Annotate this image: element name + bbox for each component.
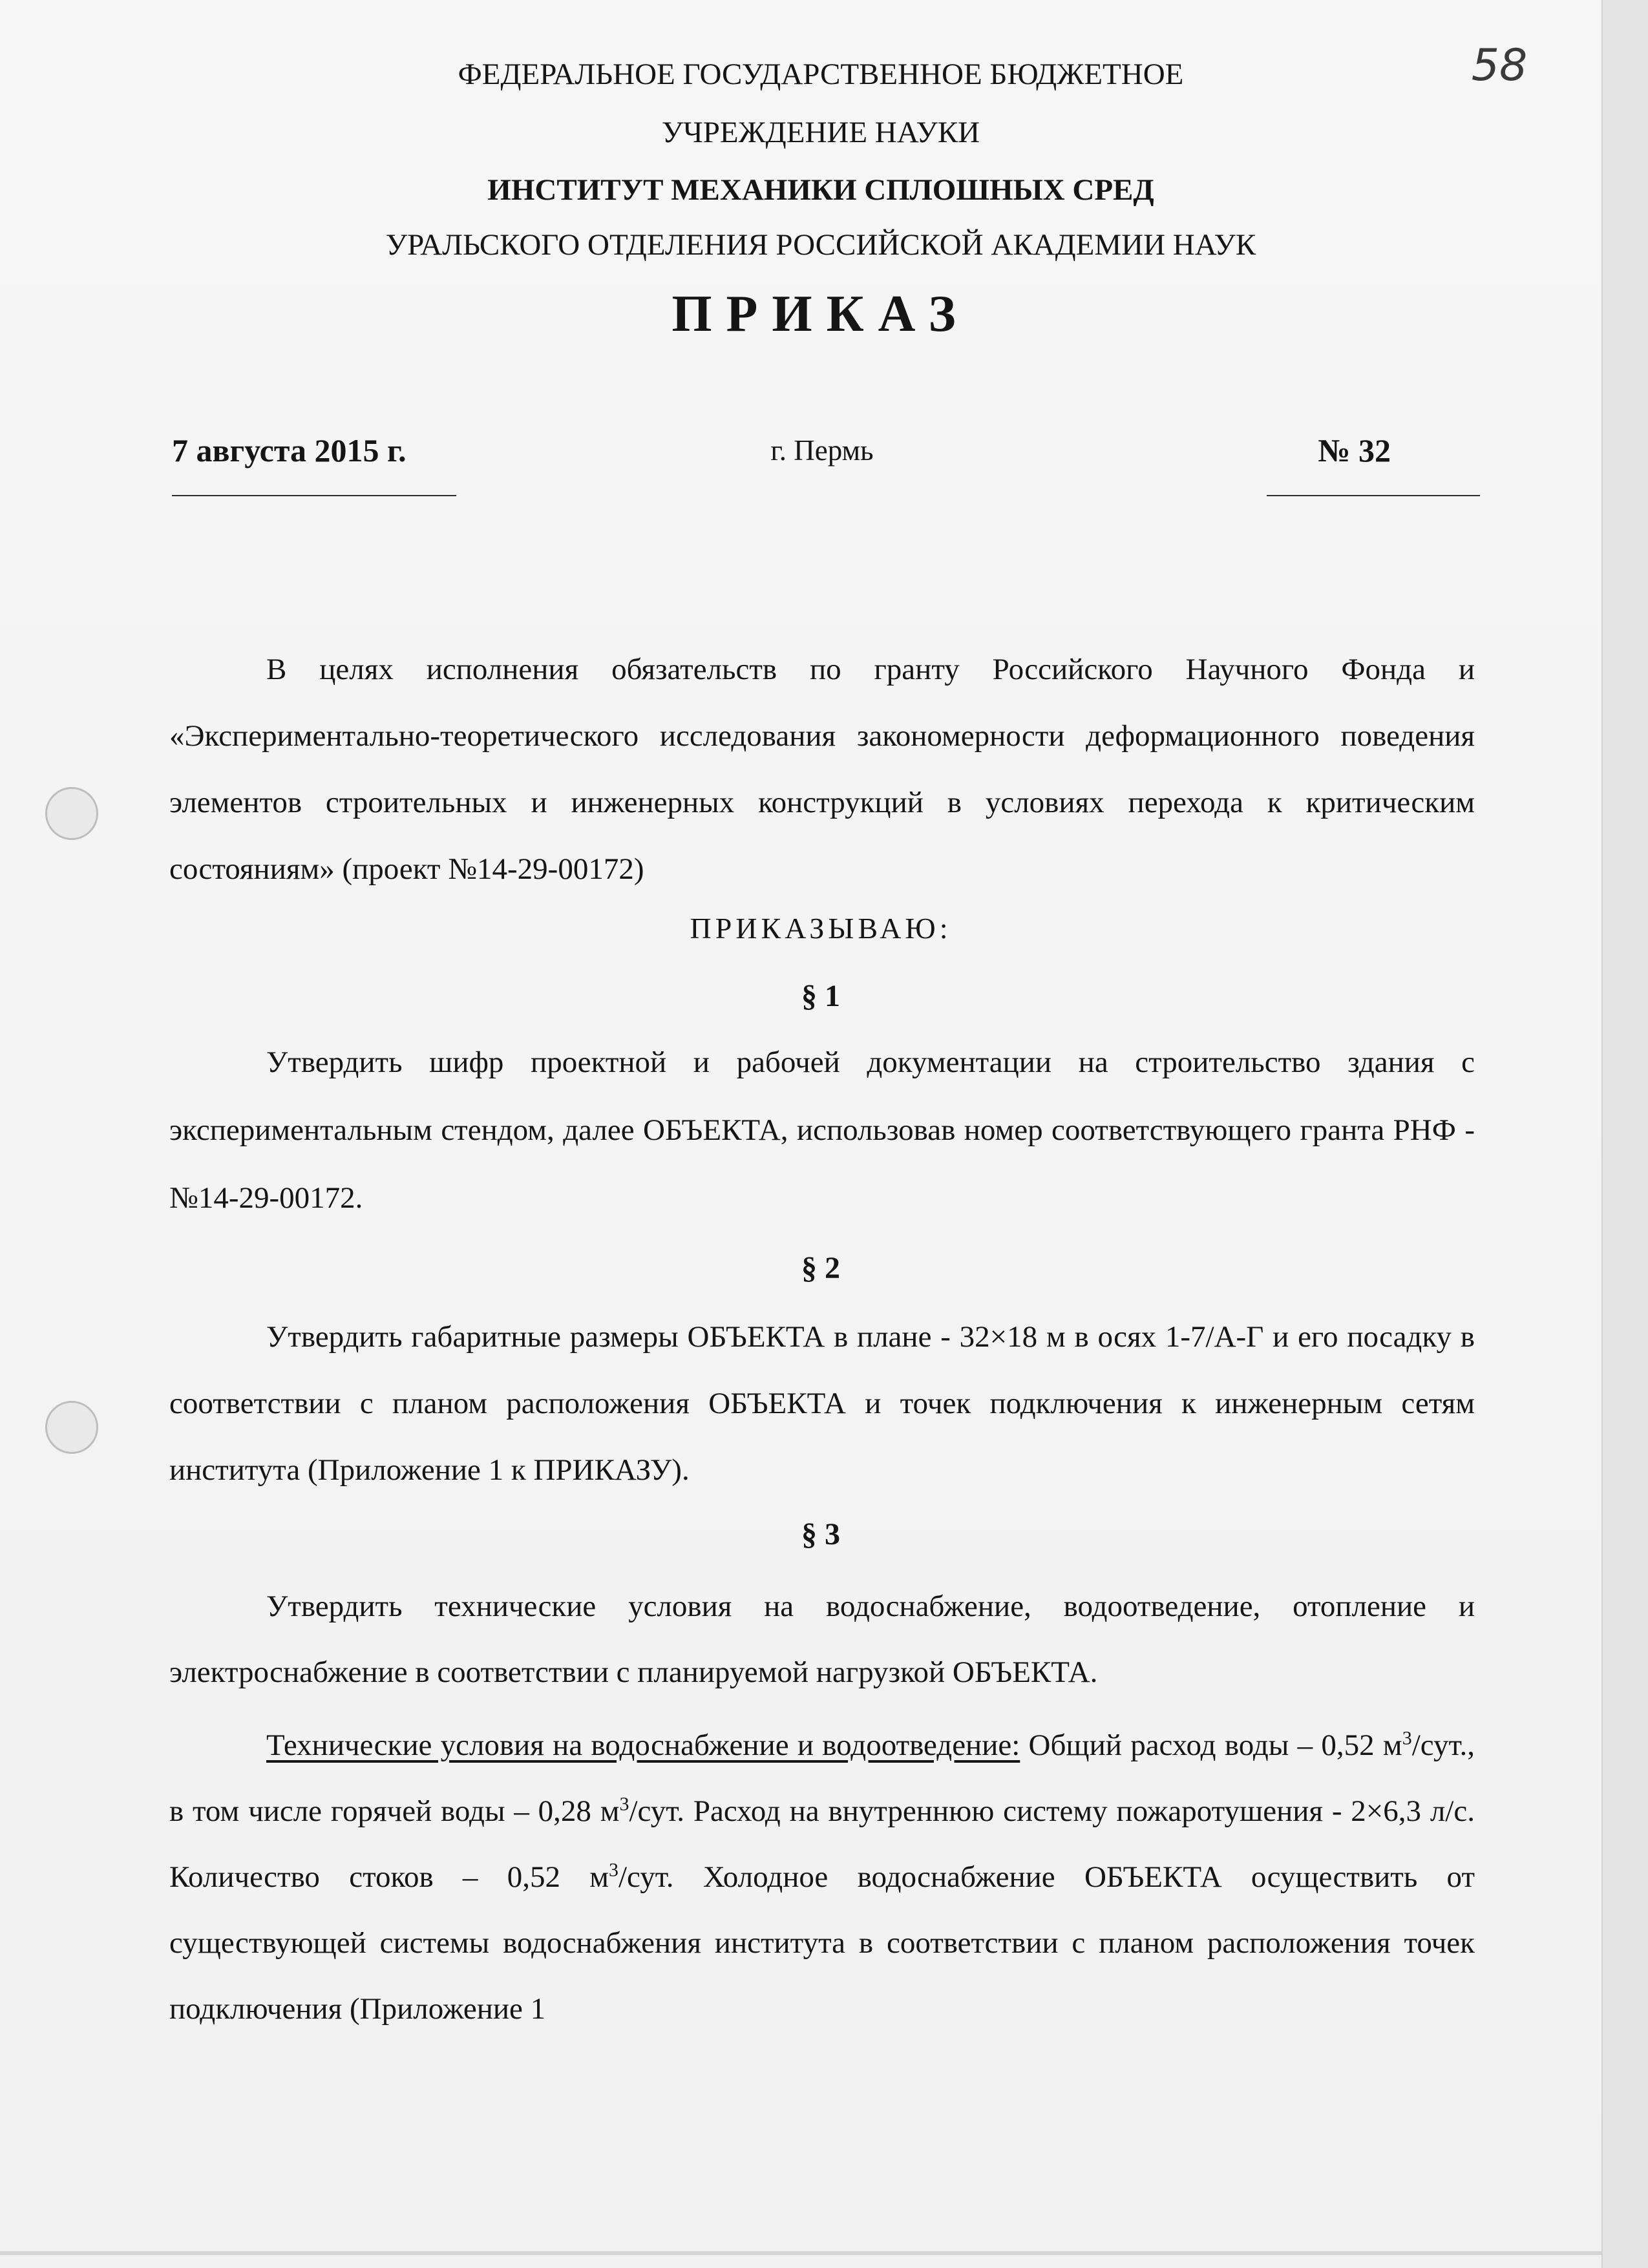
institute-name: ИНСТИТУТ МЕХАНИКИ СПЛОШНЫХ СРЕД <box>487 173 1154 207</box>
document-title: ПРИКАЗ <box>671 286 970 342</box>
document-number: № 32 <box>1318 432 1391 468</box>
punch-hole-top <box>45 787 98 840</box>
intro-paragraph: В целях исполнения обязательств по гранту Российского Научного Фонда и «Экспериментально-теоретического исследования закономерности деформационного поведения элементов строительных и инженерных конструкций в условиях перехода к критическим состояниям» (проект №14-29-00172) <box>169 653 1475 886</box>
header-line-2: УЧРЕЖДЕНИЕ НАУКИ <box>661 116 980 149</box>
section-2-text: Утвердить габаритные размеры ОБЪЕКТА в плане - 32×18 м в осях 1-7/А-Г и его посадку в соответствии с планом расположения ОБЪЕКТА и точек подключения к инженерным сетям института (Приложение 1 к ПРИКАЗУ). <box>169 1320 1475 1487</box>
section-3-heading: § 3 <box>801 1517 840 1551</box>
water-conditions-paragraph <box>169 1712 1475 2042</box>
order-heading: ПРИКАЗЫВАЮ: <box>690 912 952 945</box>
date-underline <box>172 495 456 496</box>
document-date: 7 августа 2015 г. <box>172 432 407 468</box>
section-3-text: Утвердить технические условия на водоснабжение, водоотведение, отопление и электроснабжение в соответствии с планируемой нагрузкой ОБЪЕКТА. <box>169 1590 1475 1689</box>
number-underline <box>1267 495 1480 496</box>
cubic-superscript-3: 3 <box>608 1859 618 1881</box>
punch-hole-bottom <box>45 1401 98 1454</box>
water-text-part-3: /сут. Расход на внутреннюю систему пожаротушения - 2×6,3 л/с. Количество стоков – 0,52 м <box>169 1794 1475 1894</box>
cubic-superscript-2: 3 <box>619 1793 629 1815</box>
water-text-part-1: Общий расход воды – 0,52 м <box>1020 1728 1402 1762</box>
water-text-part-2: /сут., в том числе горячей воды – 0,28 м <box>169 1728 1475 1828</box>
header-line-4: УРАЛЬСКОГО ОТДЕЛЕНИЯ РОССИЙСКОЙ АКАДЕМИИ НАУК <box>385 228 1256 262</box>
page-bottom-edge <box>0 2251 1601 2255</box>
section-2-heading: § 2 <box>801 1251 840 1285</box>
section-1-heading: § 1 <box>801 979 840 1013</box>
section-1-text: Утвердить шифр проектной и рабочей документации на строительство здания с экспериментальным стендом, далее ОБЪЕКТА, использовав номер соответствующего гранта РНФ - №14-29-00172. <box>169 1045 1475 1215</box>
document-city: г. Пермь <box>770 434 874 467</box>
handwritten-page-number: 58 <box>1471 40 1528 91</box>
water-conditions-heading: Технические условия на водоснабжение и водоотведение: <box>266 1728 1020 1762</box>
header-line-1: ФЕДЕРАЛЬНОЕ ГОСУДАРСТВЕННОЕ БЮДЖЕТНОЕ <box>458 58 1184 91</box>
page-edge <box>1601 0 1648 2268</box>
water-text-part-4: /сут. Холодное водоснабжение ОБЪЕКТА осуществить от существующей системы водоснабжения института в соответствии с планом расположения точек подключения (Приложение 1 <box>169 1860 1475 2026</box>
cubic-superscript-1: 3 <box>1402 1727 1412 1749</box>
